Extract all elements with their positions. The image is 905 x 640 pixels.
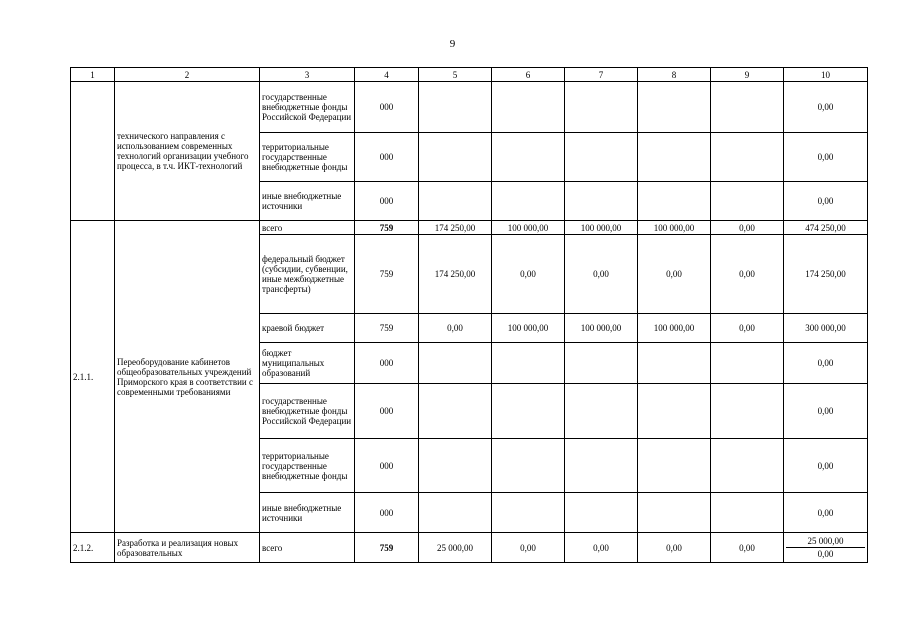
- value-cell: 0,00: [419, 314, 492, 343]
- item-title-cell: Переоборудование кабинетов общеобразовательных учреждений Приморского края в соответствии с современными требованиями: [115, 221, 260, 533]
- header-cell: 3: [260, 68, 355, 82]
- total-cell: 174 250,00: [784, 235, 868, 314]
- code-cell: 000: [355, 182, 419, 221]
- header-cell: 9: [711, 68, 784, 82]
- source-cell: территориальные государственные внебюджетные фонды: [260, 133, 355, 182]
- source-cell: государственные внебюджетные фонды Российской Федерации: [260, 384, 355, 439]
- source-cell: территориальные государственные внебюджетные фонды: [260, 439, 355, 493]
- total-cell: 0,00: [784, 343, 868, 384]
- table-row: [71, 533, 868, 563]
- total-value: 25 000,00: [786, 535, 865, 548]
- total-cell: 0,00: [784, 82, 868, 133]
- table-row: [71, 82, 868, 133]
- total-extra-value: 0,00: [817, 549, 834, 559]
- value-cell: 0,00: [638, 533, 711, 563]
- code-cell: 759: [355, 533, 419, 563]
- value-cell: 0,00: [492, 235, 565, 314]
- source-cell: бюджет муниципальных образований: [260, 343, 355, 384]
- value-cell: 25 000,00: [419, 533, 492, 563]
- item-number-cell: [71, 82, 115, 221]
- item-title-cell: технического направления с использованием современных технологий организации учебного процесса, в т.ч. ИКТ-технологий: [115, 82, 260, 221]
- item-number-cell: 2.1.1.: [71, 221, 115, 533]
- value-cell: 0,00: [565, 533, 638, 563]
- total-cell: [784, 533, 868, 563]
- code-cell: 000: [355, 133, 419, 182]
- value-cell: 0,00: [711, 235, 784, 314]
- total-cell: 0,00: [784, 493, 868, 533]
- header-cell: 4: [355, 68, 419, 82]
- value-cell: 174 250,00: [419, 235, 492, 314]
- code-cell: 759: [355, 314, 419, 343]
- code-cell: 759: [355, 221, 419, 235]
- budget-table: [70, 67, 868, 563]
- header-cell: 6: [492, 68, 565, 82]
- total-cell: 474 250,00: [784, 221, 868, 235]
- total-cell: 0,00: [784, 439, 868, 493]
- total-cell: 0,00: [784, 182, 868, 221]
- code-cell: 000: [355, 343, 419, 384]
- source-cell: всего: [260, 221, 355, 235]
- value-cell: 100 000,00: [638, 314, 711, 343]
- value-cell: 0,00: [711, 533, 784, 563]
- source-cell: государственные внебюджетные фонды Российской Федерации: [260, 82, 355, 133]
- table-row: [71, 221, 868, 235]
- header-cell: 10: [784, 68, 868, 82]
- value-cell: 100 000,00: [492, 221, 565, 235]
- source-cell: иные внебюджетные источники: [260, 493, 355, 533]
- value-cell: 100 000,00: [565, 221, 638, 235]
- code-cell: 000: [355, 82, 419, 133]
- page-number: 9: [449, 38, 456, 50]
- header-cell: 5: [419, 68, 492, 82]
- total-cell: 0,00: [784, 384, 868, 439]
- value-cell: 0,00: [492, 533, 565, 563]
- code-cell: 000: [355, 384, 419, 439]
- total-cell: 300 000,00: [784, 314, 868, 343]
- header-cell: 1: [71, 68, 115, 82]
- code-cell: 759: [355, 235, 419, 314]
- code-cell: 000: [355, 439, 419, 493]
- value-cell: 0,00: [711, 314, 784, 343]
- item-title-cell: Разработка и реализация новых образовательных: [115, 533, 260, 563]
- item-number-cell: 2.1.2.: [71, 533, 115, 563]
- source-cell: краевой бюджет: [260, 314, 355, 343]
- total-cell: 0,00: [784, 133, 868, 182]
- code-cell: 000: [355, 493, 419, 533]
- value-cell: 100 000,00: [492, 314, 565, 343]
- source-cell: всего: [260, 533, 355, 563]
- value-cell: 100 000,00: [638, 221, 711, 235]
- source-cell: иные внебюджетные источники: [260, 182, 355, 221]
- value-cell: 0,00: [565, 235, 638, 314]
- header-cell: 8: [638, 68, 711, 82]
- value-cell: 174 250,00: [419, 221, 492, 235]
- value-cell: 0,00: [711, 221, 784, 235]
- header-cell: 7: [565, 68, 638, 82]
- value-cell: 0,00: [638, 235, 711, 314]
- value-cell: 100 000,00: [565, 314, 638, 343]
- header-row: [71, 68, 868, 82]
- header-cell: 2: [115, 68, 260, 82]
- source-cell: федеральный бюджет (субсидии, субвенции, иные межбюджетные трансферты): [260, 235, 355, 314]
